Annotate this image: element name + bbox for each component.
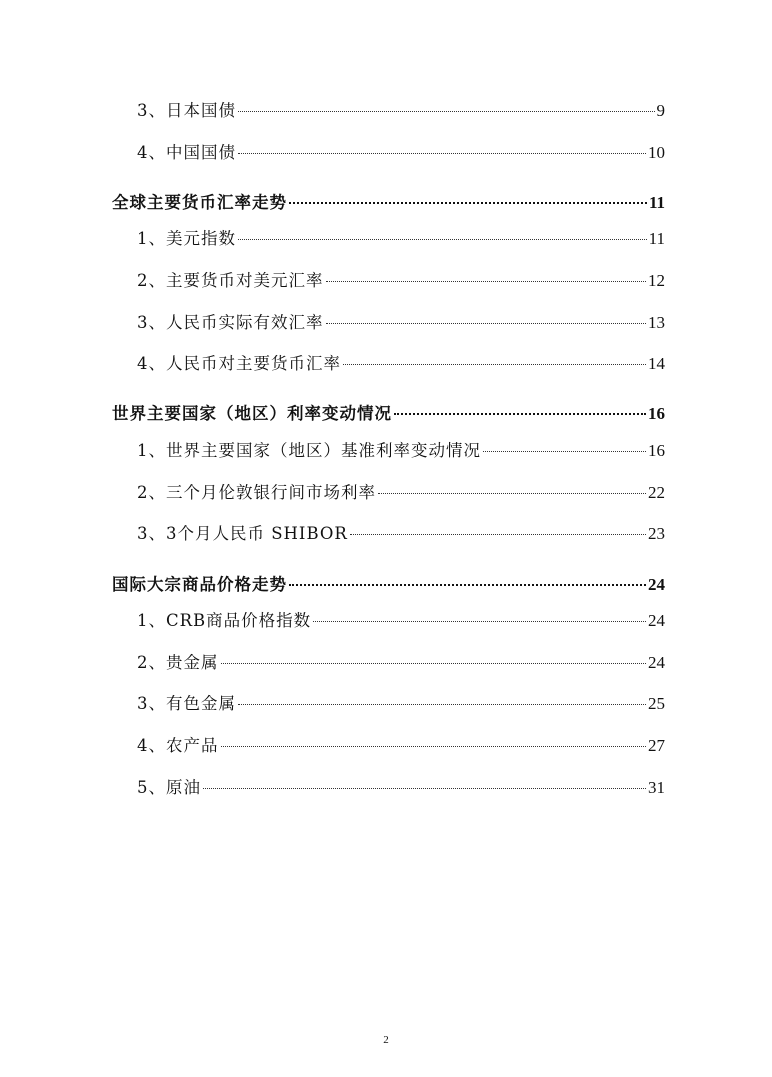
toc-entry[interactable]: [137, 309, 665, 333]
toc-entry[interactable]: [137, 732, 665, 756]
page-number: 2: [383, 1034, 389, 1046]
toc-section-label: 国际大宗商品价格走势: [112, 575, 287, 594]
toc-entry[interactable]: [137, 225, 665, 249]
toc-dot-leader: [378, 493, 646, 494]
toc-section-page: 16: [648, 404, 665, 423]
toc-entry[interactable]: [137, 97, 665, 121]
toc-entry-page: 12: [648, 271, 665, 290]
toc-dot-leader: [313, 621, 646, 622]
toc-dot-leader: [483, 451, 646, 452]
toc-entry-label: 3、有色金属: [137, 694, 236, 713]
toc-dot-leader: [289, 584, 646, 586]
toc-entry-label: 3、3个月人民币 SHIBOR: [137, 524, 348, 543]
toc-entry-page: 27: [648, 736, 665, 755]
toc-entry[interactable]: [137, 267, 665, 291]
toc-entry-page: 9: [656, 101, 665, 120]
toc-entry[interactable]: [137, 479, 665, 503]
toc-dot-leader: [343, 364, 646, 365]
toc-entry-page: 31: [648, 778, 665, 797]
toc-section-page: 11: [648, 193, 665, 212]
toc-entry-label: 3、人民币实际有效汇率: [137, 313, 324, 332]
toc-section-entry[interactable]: [112, 571, 665, 595]
toc-entry-page: 13: [648, 313, 665, 332]
toc-entry-label: 4、人民币对主要货币汇率: [137, 354, 341, 373]
toc-entry-label: 4、农产品: [137, 736, 219, 755]
toc-entry[interactable]: [137, 649, 665, 673]
toc-entry-page: 25: [648, 694, 665, 713]
toc-entry-page: 11: [648, 229, 665, 248]
toc-entry-page: 23: [648, 524, 665, 543]
toc-entry[interactable]: [137, 607, 665, 631]
toc-entry-label: 1、世界主要国家（地区）基准利率变动情况: [137, 441, 481, 460]
toc-dot-leader: [221, 663, 647, 664]
toc-section-page: 24: [648, 575, 665, 594]
toc-dot-leader: [326, 281, 647, 282]
toc-entry-page: 22: [648, 483, 665, 502]
toc-entry[interactable]: [137, 690, 665, 714]
toc-entry-label: 1、美元指数: [137, 229, 236, 248]
toc-entry-page: 24: [648, 611, 665, 630]
toc-dot-leader: [238, 153, 646, 154]
toc-entry-page: 10: [648, 143, 665, 162]
toc-dot-leader: [203, 788, 646, 789]
toc-entry-label: 4、中国国债: [137, 143, 236, 162]
toc-entry-page: 16: [648, 441, 665, 460]
toc-dot-leader: [238, 704, 646, 705]
toc-entry[interactable]: [137, 139, 665, 163]
toc-dot-leader: [289, 202, 647, 204]
toc-entry-label: 2、主要货币对美元汇率: [137, 271, 324, 290]
toc-dot-leader: [326, 323, 647, 324]
toc-entry-label: 1、CRB商品价格指数: [137, 611, 312, 630]
toc-dot-leader: [394, 413, 646, 415]
toc-entry[interactable]: [137, 774, 665, 798]
toc-entry-label: 2、三个月伦敦银行间市场利率: [137, 483, 376, 502]
toc-dot-leader: [350, 534, 646, 535]
toc-entry-label: 3、日本国债: [137, 101, 236, 120]
toc-dot-leader: [238, 239, 647, 240]
toc-section-label: 世界主要国家（地区）利率变动情况: [112, 404, 392, 423]
toc-entry[interactable]: [137, 520, 665, 544]
toc-entry-page: 24: [648, 653, 665, 672]
toc-entry-label: 5、原油: [137, 778, 201, 797]
toc-dot-leader: [238, 111, 655, 112]
toc-dot-leader: [221, 746, 647, 747]
toc-section-label: 全球主要货币汇率走势: [112, 193, 287, 212]
toc-entry[interactable]: [137, 437, 665, 461]
toc-entry[interactable]: [137, 350, 665, 374]
toc-section-entry[interactable]: [112, 400, 665, 424]
toc-entry-page: 14: [648, 354, 665, 373]
toc-section-entry[interactable]: [112, 189, 665, 213]
toc-entry-label: 2、贵金属: [137, 653, 219, 672]
